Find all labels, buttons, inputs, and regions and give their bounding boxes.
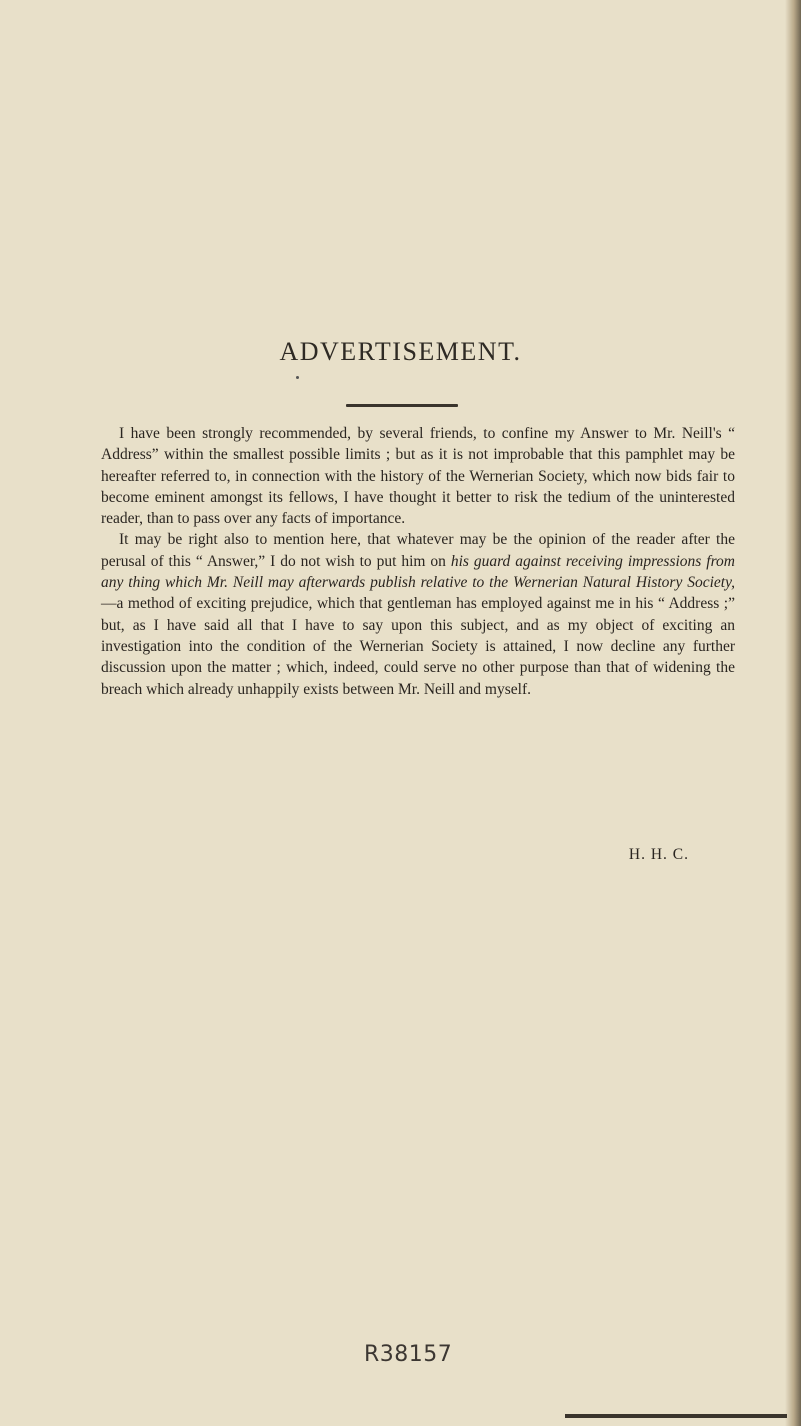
signature-initials: H. H. C.: [628, 846, 689, 863]
paragraph-2-end: —a method of exciting prejudice, which that gentleman has employed against me in his “ Address ;” but, as I have said all that I have to say upon this subject, and as my object of exciting an investigation into the condition of the Wernerian Society is attained, I now decline any further discussion upon the matter ; which, indeed, could serve no other purpose than that of widening the breach which already unhappily exists between Mr. Neill and myself.: [101, 595, 735, 698]
title-rule: [346, 404, 458, 407]
advertisement-body: [101, 423, 735, 700]
paragraph-2: [101, 529, 735, 699]
handwritten-shelfmark: R38157: [364, 1342, 453, 1367]
paragraph-1: I have been strongly recommended, by several friends, to confine my Answer to Mr. Neill's “ Address” within the smallest possible limits ; but as it is not improbable that this pamphlet may be hereafter referred to, in connection with the history of the Wernerian Society, which now bids fair to become eminent amongst its fellows, I have thought it better to risk the tedium of the uninterested reader, than to pass over any facts of importance.: [101, 425, 735, 528]
paragraph-2-italic: his guard against receiving impressions from any thing which Mr. Neill may afterwards publish relative to the Wernerian Natural History Society,: [101, 552, 735, 592]
page-edge-shadow: [785, 0, 801, 1426]
bottom-edge-rule: [565, 1414, 787, 1418]
decorative-dot: [296, 376, 299, 379]
paragraph-2-start: It may be right also to mention here, that whatever may be the opinion of the reader after the perusal of this “ Answer,” I do not wish to put him on: [101, 531, 735, 570]
page-title: ADVERTISEMENT.: [279, 337, 522, 366]
